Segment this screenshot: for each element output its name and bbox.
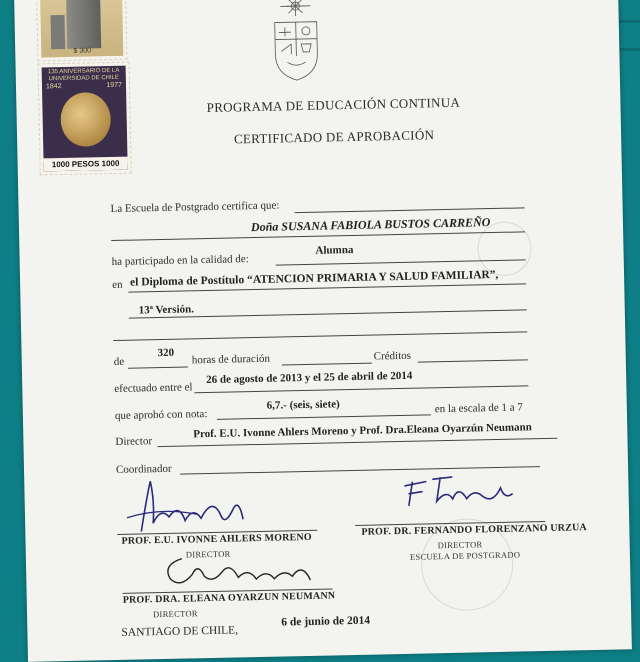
stamp-year-right: 1977	[106, 82, 122, 89]
certificate-document	[14, 0, 632, 662]
in-label: en	[112, 279, 123, 291]
underline	[217, 414, 431, 419]
stamp-building-image	[66, 0, 101, 49]
certificate-title: CERTIFICADO DE APROBACIÓN	[47, 123, 621, 151]
hours-label: horas de duración	[192, 353, 270, 367]
grade-label: que aprobó con nota:	[115, 408, 208, 422]
postage-stamp-building	[36, 0, 128, 62]
signatory-name: PROF. DR. FERNANDO FLORENZANO URZUA	[361, 522, 587, 538]
underline	[282, 363, 372, 366]
signatory-role: DIRECTOR	[153, 608, 198, 619]
signatory-role: ESCUELA DE POSTGRADO	[410, 550, 521, 562]
program-title: PROGRAMA DE EDUCACIÓN CONTINUA	[46, 91, 620, 119]
underline	[113, 331, 527, 341]
signature-oyarzun	[152, 546, 323, 594]
issue-place: SANTIAGO DE CHILE,	[121, 624, 238, 638]
participation-label: ha participado en la calidad de:	[112, 253, 249, 268]
credits-label: Créditos	[374, 350, 412, 363]
coordinator-label: Coordinador	[116, 463, 172, 476]
stamp-building-image	[50, 15, 65, 49]
recipient-name: Doña SUSANA FABIOLA BUSTOS CARREÑO	[251, 215, 491, 235]
signatory-role: DIRECTOR	[438, 539, 483, 550]
dates-value: 26 de agosto de 2013 y el 25 de abril de 2014	[206, 370, 412, 386]
director-value: Prof. E.U. Ivonne Ahlers Moreno y Prof. Dra.Eleana Oyarzún Neumann	[193, 421, 532, 440]
underline	[128, 366, 188, 368]
participation-role: Alumna	[315, 244, 353, 257]
underline	[194, 385, 528, 393]
hours-value: 320	[157, 347, 174, 359]
underline	[295, 207, 525, 213]
stamp-years	[46, 82, 122, 91]
signatory-name: PROF. E.U. IVONNE AHLERS MORENO	[121, 532, 312, 547]
dates-label: efectuado entre el	[114, 381, 192, 395]
of-label: de	[114, 356, 125, 368]
course-name: el Diploma de Postítulo “ATENCION PRIMARIA Y SALUD FAMILIAR”,	[130, 269, 498, 289]
issue-date: 6 de junio de 2014	[281, 615, 370, 629]
underline	[418, 359, 528, 362]
grade-scale-label: en la escala de 1 a 7	[435, 401, 523, 415]
stamp-header: 135 ANIVERSARIO DE LA UNIVERSIDAD DE CHILE	[42, 68, 126, 84]
signature-ahlers	[120, 475, 251, 540]
course-version: 13ª Versión.	[139, 303, 195, 316]
director-label: Director	[115, 435, 152, 448]
university-emblem-icon	[260, 0, 332, 83]
grade-value: 6,7.- (seis, siete)	[267, 398, 340, 412]
stamp-year-left: 1842	[46, 83, 62, 90]
stamp-value: $ 300	[41, 47, 123, 56]
signature-florenzano	[396, 469, 527, 518]
certifies-label: La Escuela de Postgrado certifica que:	[110, 199, 279, 215]
signatory-name: PROF. DRA. ELEANA OYARZUN NEUMANN	[123, 590, 336, 605]
signatory-role: DIRECTOR	[186, 549, 231, 560]
stamp-value: 1000 PESOS 1000	[43, 157, 127, 172]
